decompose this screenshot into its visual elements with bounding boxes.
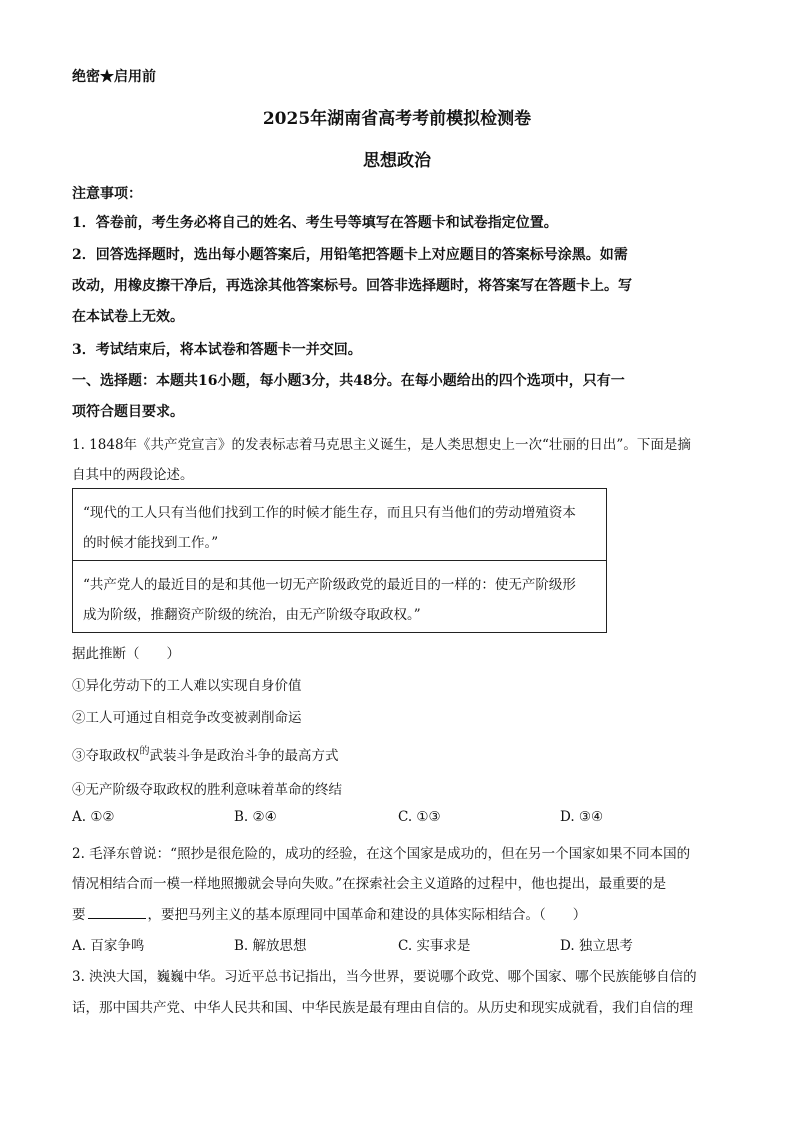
q1-quote-box <box>72 488 607 633</box>
quote-1-line-1: “现代的工人只有当他们找到工作的时候才能生存，而且只有当他们的劳动增殖资本 <box>83 505 576 521</box>
subject-title: 思想政治 <box>363 151 431 171</box>
quote-2-line-2: 成为阶级，推翻资产阶级的统治，由无产阶级夺取政权。” <box>83 607 421 623</box>
q1-statement-4: ④无产阶级夺取政权的胜利意味着革命的终结 <box>72 782 342 798</box>
quote-divider <box>73 560 606 561</box>
q1-statement-3 <box>72 744 339 764</box>
q1-statement-3-part-b: 武装斗争是政治斗争的最高方式 <box>149 748 339 764</box>
q2-option-c[interactable]: C. 实事求是 <box>398 938 471 954</box>
note-1: 1．答卷前，考生务必将自己的姓名、考生号等填写在答题卡和试卷指定位置。 <box>72 215 558 231</box>
quote-2-line-1: “共产党人的最近目的是和其他一切无产阶级政党的最近目的一样的：使无产阶级形 <box>83 577 576 593</box>
q2-line-1: 2. 毛泽东曾说：“照抄是很危险的，成功的经验，在这个国家是成功的，但在另一个国家如果不同本国的 <box>72 846 691 862</box>
q2-option-b[interactable]: B. 解放思想 <box>234 938 307 954</box>
q1-option-b[interactable]: B. ②④ <box>234 809 277 825</box>
q1-prompt: 据此推断（ ） <box>72 646 180 662</box>
quote-1-line-2: 的时候才能找到工作。” <box>83 535 219 551</box>
q1-statement-2: ②工人可通过自相竞争改变被剥削命运 <box>72 710 302 726</box>
note-2-line-3: 在本试卷上无效。 <box>72 309 184 325</box>
section-1-line-2: 项符合题目要求。 <box>72 404 184 420</box>
secret-label: 绝密★启用前 <box>72 69 156 85</box>
q2-line-2: 情况相结合而一模一样地照搬就会导向失败。”在探索社会主义道路的过程中，他也提出，最重要的是 <box>72 876 667 892</box>
q1-statement-3-part-a: ③夺取政权 <box>72 748 140 764</box>
q2-line-3 <box>72 903 586 923</box>
q1-statement-1: ①异化劳动下的工人难以实现自身价值 <box>72 678 302 694</box>
q1-stem-line-1: 1. 1848年《共产党宣言》的发表标志着马克思主义诞生，是人类思想史上一次“壮丽的日出”。下面是摘 <box>72 437 691 453</box>
q1-stem-line-2: 自其中的两段论述。 <box>72 467 194 483</box>
exam-title: 2025年湖南省高考考前模拟检测卷 <box>262 109 532 129</box>
note-3: 3．考试结束后，将本试卷和答题卡一并交回。 <box>72 342 362 358</box>
q3-line-2: 话，那中国共产党、中华人民共和国、中华民族是最有理由自信的。从历史和现实成就看，我们自信的理 <box>72 1000 693 1016</box>
q3-line-1: 3. 泱泱大国，巍巍中华。习近平总书记指出，当今世界，要说哪个政党、哪个国家、哪个民族能够自信的 <box>72 969 697 985</box>
note-2-line-1: 2．回答选择题时，选出每小题答案后，用铅笔把答题卡上对应题目的答案标号涂黑。如需 <box>72 247 628 263</box>
q2-option-a[interactable]: A. 百家争鸣 <box>72 938 145 954</box>
note-2-line-2: 改动，用橡皮擦干净后，再选涂其他答案标号。回答非选择题时，将答案写在答题卡上。写 <box>72 278 632 294</box>
q2-line-3-part-b: ，要把马列主义的基本原理同中国革命和建设的具体实际相结合。（ ） <box>147 907 587 923</box>
q1-option-a[interactable]: A. ①② <box>72 809 115 825</box>
q1-statement-3-sup: 的 <box>139 746 150 757</box>
q1-option-c[interactable]: C. ①③ <box>398 809 441 825</box>
q2-answer-blank <box>88 904 146 919</box>
section-1-line-1: 一、选择题：本题共16小题，每小题3分，共48分。在每小题给出的四个选项中，只有一 <box>72 373 625 389</box>
notes-heading: 注意事项： <box>72 186 142 202</box>
q1-option-d[interactable]: D. ③④ <box>560 809 604 825</box>
q2-option-d[interactable]: D. 独立思考 <box>560 938 633 954</box>
q2-line-3-part-a: 要 <box>72 907 86 923</box>
